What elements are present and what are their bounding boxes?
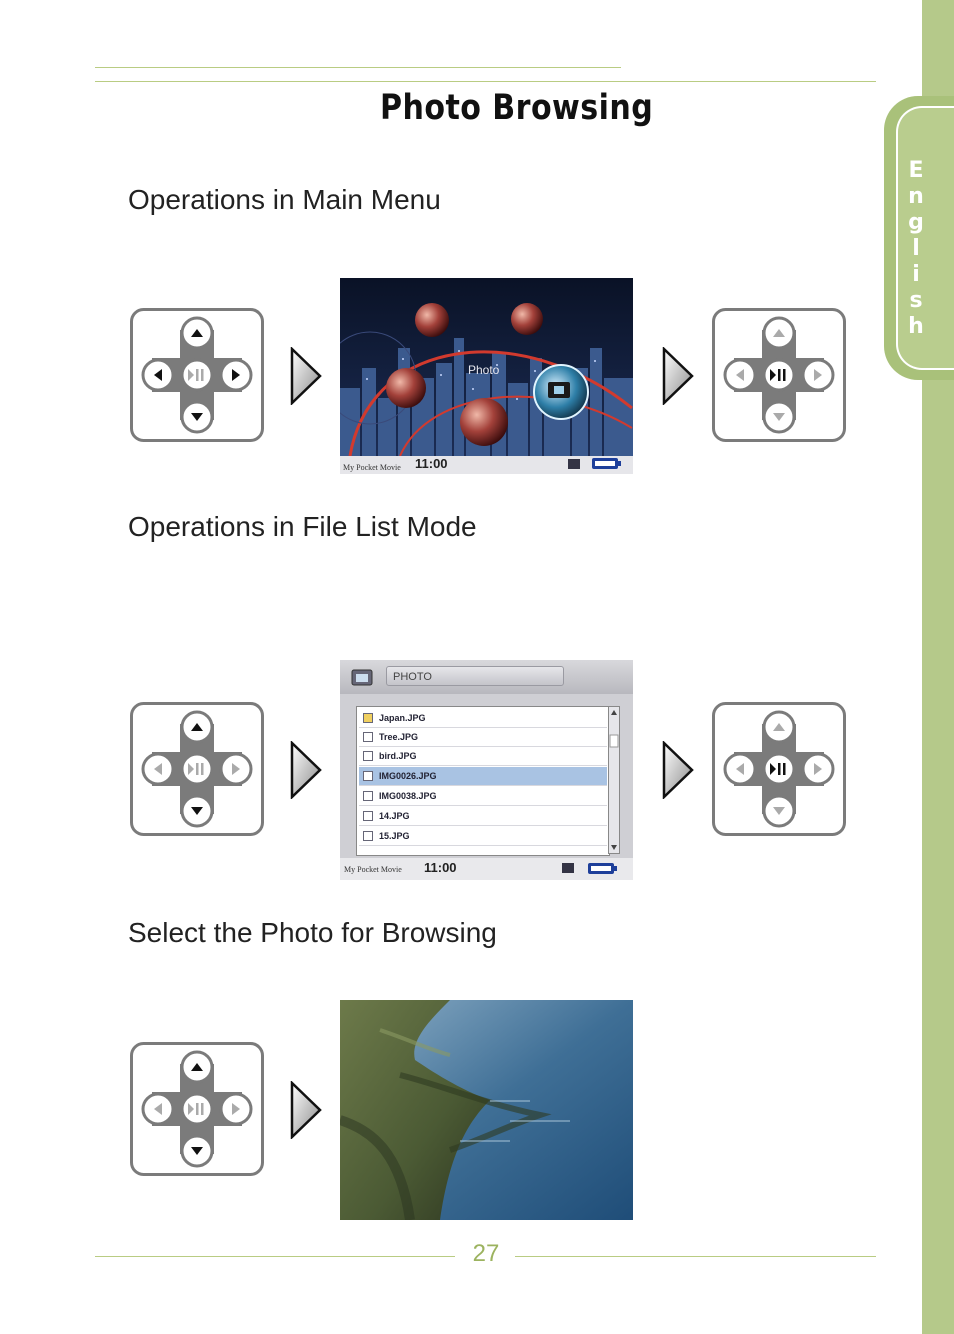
- list-item[interactable]: IMG0038.JPG: [359, 787, 607, 806]
- play-pause-icon: [182, 754, 212, 784]
- dpad-up-down-left-right: [130, 308, 264, 442]
- status-brand: My Pocket Movie: [343, 463, 401, 472]
- down-arrow-icon: [182, 796, 212, 826]
- up-arrow-icon: [182, 1052, 212, 1082]
- right-arrow-icon: [221, 754, 251, 784]
- play-pause-icon: [764, 754, 794, 784]
- up-arrow-icon: [764, 318, 794, 348]
- top-rule-short: [95, 67, 621, 68]
- next-step-arrow-icon: [662, 347, 694, 405]
- down-arrow-icon: [182, 1136, 212, 1166]
- left-arrow-icon: [725, 360, 755, 390]
- image-file-icon: [363, 751, 373, 761]
- bottom-rule-left: [95, 1256, 455, 1257]
- battery-icon: [592, 458, 621, 469]
- bottom-rule-right: [515, 1256, 876, 1257]
- up-arrow-icon: [182, 712, 212, 742]
- dpad-up-down: [130, 702, 264, 836]
- folder-title: PHOTO: [386, 666, 564, 686]
- play-pause-icon: [764, 360, 794, 390]
- left-arrow-icon: [143, 754, 173, 784]
- memory-card-icon: [562, 863, 574, 873]
- down-arrow-icon: [764, 402, 794, 432]
- main-menu-screen: [340, 278, 633, 474]
- next-step-arrow-icon: [290, 741, 322, 799]
- right-arrow-icon: [221, 1094, 251, 1124]
- right-arrow-icon: [803, 360, 833, 390]
- section-heading-file-list: Operations in File List Mode: [128, 511, 477, 542]
- status-bar: [340, 858, 633, 880]
- list-item[interactable]: bird.JPG: [359, 747, 607, 766]
- file-list-screen: [340, 660, 633, 880]
- play-pause-icon: [182, 360, 212, 390]
- left-arrow-icon: [725, 754, 755, 784]
- next-step-arrow-icon: [290, 347, 322, 405]
- right-arrow-icon: [221, 360, 251, 390]
- left-arrow-icon: [143, 360, 173, 390]
- list-item[interactable]: 14.JPG: [359, 807, 607, 826]
- file-list: [356, 706, 610, 856]
- main-menu-selected-label: Photo: [468, 363, 500, 377]
- file-list-scrollbar[interactable]: [608, 706, 620, 854]
- page-title: Photo Browsing: [380, 88, 654, 128]
- status-time: 11:00: [415, 456, 448, 471]
- list-item[interactable]: 15.JPG: [359, 827, 607, 846]
- photo-preview: [340, 1000, 633, 1220]
- list-item-selected[interactable]: IMG0026.JPG: [359, 767, 607, 786]
- status-time: 11:00: [424, 860, 457, 875]
- dpad-play-pause: [712, 702, 846, 836]
- dpad-play-pause: [712, 308, 846, 442]
- list-item[interactable]: Tree.JPG: [359, 728, 607, 747]
- list-item[interactable]: Japan.JPG: [359, 709, 607, 728]
- left-arrow-icon: [143, 1094, 173, 1124]
- battery-icon: [588, 863, 617, 874]
- image-file-icon: [363, 771, 373, 781]
- image-file-icon: [363, 791, 373, 801]
- memory-card-icon: [568, 459, 580, 469]
- top-rule-long: [95, 81, 876, 82]
- language-tab-label: E n g l i s h: [908, 158, 924, 339]
- down-arrow-icon: [182, 402, 212, 432]
- right-arrow-icon: [803, 754, 833, 784]
- next-step-arrow-icon: [290, 1081, 322, 1139]
- next-step-arrow-icon: [662, 741, 694, 799]
- section-heading-select-photo: Select the Photo for Browsing: [128, 917, 497, 948]
- photo-folder-icon: [350, 666, 376, 688]
- section-heading-main-menu: Operations in Main Menu: [128, 184, 441, 215]
- play-pause-icon: [182, 1094, 212, 1124]
- image-file-icon: [363, 811, 373, 821]
- image-file-icon: [363, 732, 373, 742]
- image-file-icon: [363, 831, 373, 841]
- status-brand: My Pocket Movie: [344, 865, 402, 874]
- folder-icon: [363, 713, 373, 723]
- page-number: 27: [472, 1240, 500, 1267]
- up-arrow-icon: [182, 318, 212, 348]
- dpad-up-down: [130, 1042, 264, 1176]
- down-arrow-icon: [764, 796, 794, 826]
- file-list-header: [340, 660, 633, 694]
- up-arrow-icon: [764, 712, 794, 742]
